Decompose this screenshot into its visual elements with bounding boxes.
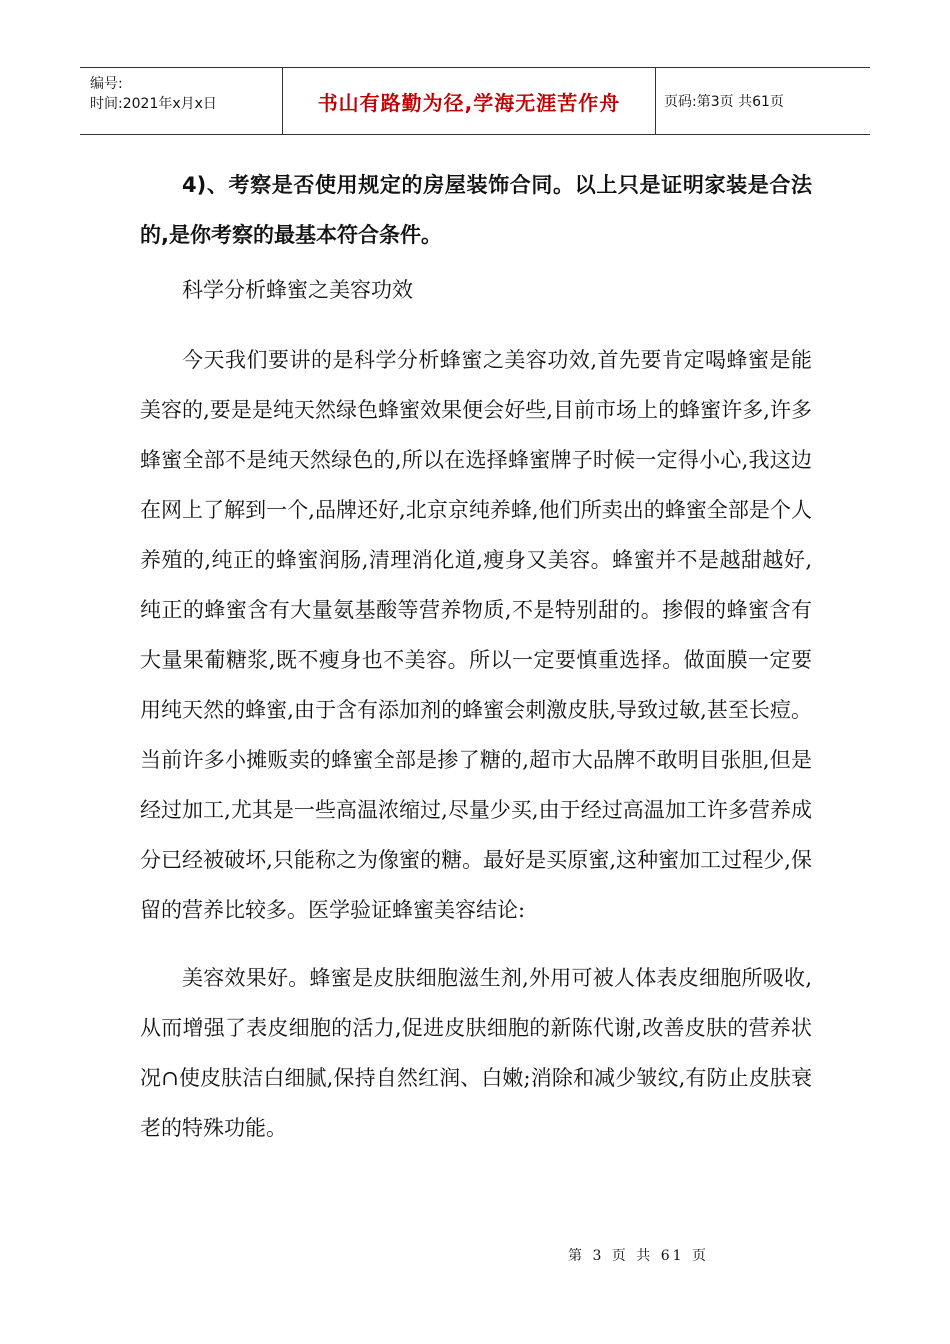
bold-paragraph: 4)、考察是否使用规定的房屋装饰合同。以上只是证明家装是合法的,是你考察的最基本符合条件。 (140, 173, 812, 247)
header-meta (80, 68, 283, 134)
section-title: 科学分析蜂蜜之美容功效 (182, 278, 413, 302)
header-page-info: 页码:第3页 共61页 (664, 94, 784, 110)
page-footer: 第 3 页 共 61 页 (568, 1248, 709, 1264)
document-body (140, 160, 812, 1153)
document-date: 时间:2021年x月x日 (90, 96, 217, 112)
page-header (80, 67, 870, 135)
body-paragraph-1: 今天我们要讲的是科学分析蜂蜜之美容功效,首先要肯定喝蜂蜜是能美容的,要是是纯天然绿色蜂蜜效果便会好些,目前市场上的蜂蜜许多,许多蜂蜜全部不是纯天然绿色的,所以在选择蜂蜜牌子时候一定得小心,我这边在网上了解到一个,品牌还好,北京京纯养蜂,他们所卖出的蜂蜜全部是个人养殖的,纯正的蜂蜜润肠,清理消化道,瘦身又美容。蜂蜜并不是越甜越好,纯正的蜂蜜含有大量氨基酸等营养物质,不是特别甜的。掺假的蜂蜜含有大量果葡糖浆,既不瘦身也不美容。所以一定要慎重选择。做面膜一定要用纯天然的蜂蜜,由于含有添加剂的蜂蜜会刺激皮肤,导致过敏,甚至长痘。当前许多小摊贩卖的蜂蜜全部是掺了糖的,超市大品牌不敢明目张胆,但是经过加工,尤其是一些高温浓缩过,尽量少买,由于经过高温加工许多营养成分已经被破坏,只能称之为像蜜的糖。最好是买原蜜,这种蜜加工过程少,保留的营养比较多。医学验证蜂蜜美容结论: (140, 348, 812, 922)
header-motto: 书山有路勤为径,学海无涯苦作舟 (283, 68, 656, 134)
body-paragraph-2: 美容效果好。蜂蜜是皮肤细胞滋生剂,外用可被人体表皮细胞所吸收,从而增强了表皮细胞的活力,促进皮肤细胞的新陈代谢,改善皮肤的营养状况∩使皮肤洁白细腻,保持自然红润、白嫩;消除和减少皱纹,有防止皮肤衰老的特殊功能。 (140, 966, 812, 1140)
document-number: 编号: (90, 76, 123, 92)
